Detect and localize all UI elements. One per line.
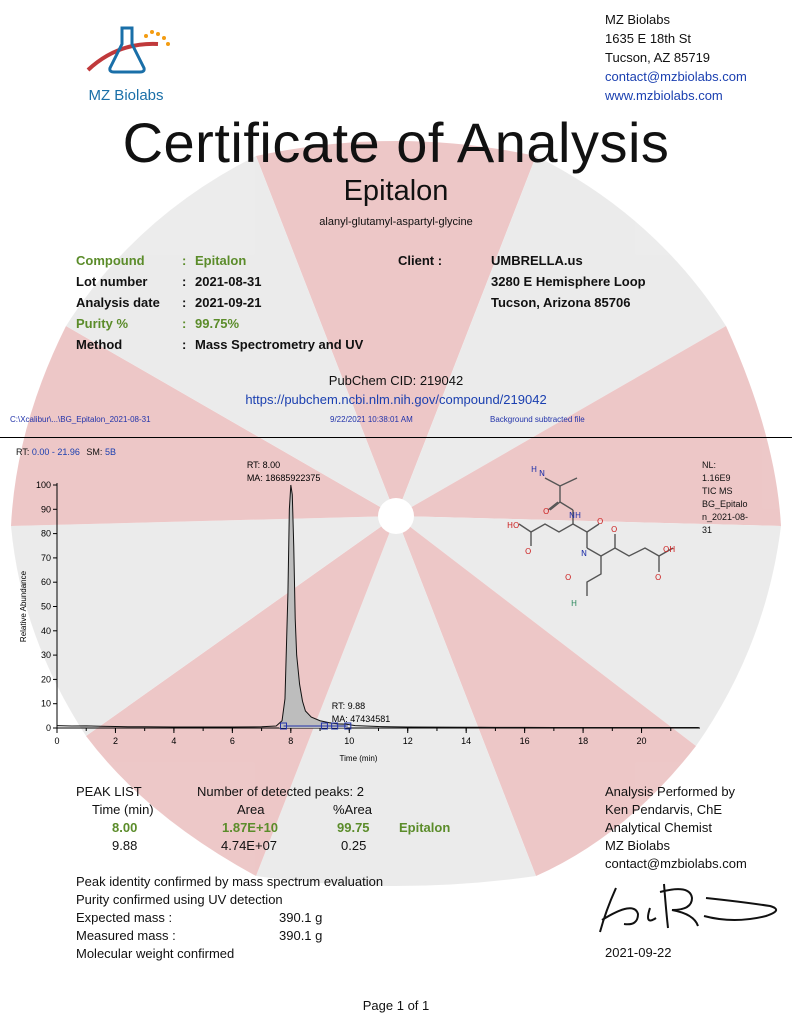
y-tick-label: 60 — [40, 577, 51, 588]
analyst-title: Analytical Chemist — [605, 820, 712, 835]
y-tick-label: 10 — [40, 698, 51, 709]
row1-pct: 99.75 — [337, 820, 370, 835]
y-tick-label: 50 — [40, 601, 51, 612]
x-tick-label: 10 — [344, 736, 355, 746]
logo-text: MZ Biolabs — [88, 87, 164, 104]
nl-line: NL: — [702, 460, 717, 470]
header-area: Area — [237, 802, 265, 817]
file-note: Background subtracted file — [490, 415, 585, 424]
peak-count: Number of detected peaks: 2 — [197, 784, 364, 799]
x-tick-label: 2 — [112, 736, 118, 746]
measured-value: 390.1 g — [279, 928, 323, 943]
company-logo — [78, 22, 178, 104]
compound-value: Epitalon — [195, 253, 247, 268]
x-tick-label: 12 — [402, 736, 413, 746]
compound-label: Compound — [76, 253, 145, 268]
rt-label: RT: — [16, 447, 30, 457]
flask-logo-icon — [78, 22, 178, 82]
signoff-block — [605, 783, 747, 873]
purity-value: 99.75% — [195, 316, 240, 331]
h-label: H — [575, 511, 582, 520]
n-label: N — [569, 511, 575, 520]
y-tick-label: 20 — [40, 674, 51, 685]
expected-label: Expected mass : — [76, 910, 173, 925]
purity-label: Purity % — [76, 316, 129, 331]
date-value: 2021-09-21 — [195, 295, 262, 310]
lot-value: 2021-08-31 — [195, 274, 262, 289]
signature-image — [594, 880, 784, 940]
sep: : — [182, 295, 187, 310]
x-tick-label: 4 — [171, 736, 177, 746]
client-name: UMBRELLA.us — [491, 253, 583, 268]
note-line: Peak identity confirmed by mass spectrum evaluation — [76, 874, 384, 889]
y-tick-label: 90 — [40, 504, 51, 515]
o-label: O — [543, 507, 550, 516]
peak-list-title: PEAK LIST — [76, 784, 142, 799]
file-datetime: 9/22/2021 10:38:01 AM — [330, 415, 413, 424]
divider — [0, 437, 792, 438]
pubchem-link[interactable]: https://pubchem.ncbi.nlm.nih.gov/compound/219042 — [245, 392, 547, 407]
company-name: MZ Biolabs — [605, 12, 671, 27]
ho-label: HO — [507, 521, 520, 530]
o-label: O — [597, 517, 604, 526]
lot-label: Lot number — [76, 274, 148, 289]
company-website-link[interactable]: www.mzbiolabs.com — [605, 88, 723, 103]
o-label: O — [565, 573, 572, 582]
molecule-structure-diagram — [495, 462, 695, 612]
h-label: H — [531, 465, 538, 474]
company-address — [605, 10, 747, 105]
x-tick-label: 0 — [54, 736, 60, 746]
row2-pct: 0.25 — [341, 838, 367, 853]
method-label: Method — [76, 337, 123, 352]
peak-1-ma-label: MA: 18685922375 — [246, 473, 321, 483]
row1-area: 1.87E+10 — [222, 820, 279, 835]
note-line: Molecular weight confirmed — [76, 946, 235, 961]
y-tick-label: 0 — [45, 723, 51, 733]
row2-time: 9.88 — [112, 838, 138, 853]
compound-subtitle: alanyl-glutamyl-aspartyl-glycine — [319, 216, 473, 228]
sm-value: 5B — [104, 447, 116, 457]
rt-range-value: 0.00 - 21.96 — [31, 447, 80, 457]
client-block — [491, 250, 646, 313]
sep: : — [182, 274, 187, 289]
sep: : — [182, 253, 187, 268]
nl-info — [702, 459, 748, 537]
x-tick-label: 14 — [461, 736, 472, 746]
x-tick-label: 6 — [229, 736, 235, 746]
file-path: C:\Xcalibur\...\BG_Epitalon_2021-08-31 — [10, 415, 151, 424]
client-city: Tucson, Arizona 85706 — [491, 295, 631, 310]
header-time: Time (min) — [92, 802, 154, 817]
nl-line: TIC MS — [702, 486, 733, 496]
company-street: 1635 E 18th St — [605, 31, 692, 46]
o-label: O — [655, 573, 662, 582]
nl-line: BG_Epitalo — [702, 499, 748, 509]
y-axis-label: Relative Abundance — [19, 570, 28, 643]
nl-line: 1.16E9 — [702, 473, 731, 483]
page-number: Page 1 of 1 — [362, 998, 430, 1013]
h-label: H — [571, 599, 578, 608]
analyst-company: MZ Biolabs — [605, 838, 671, 853]
peak-2-rt-label: RT: 9.88 — [331, 700, 366, 711]
page-title: Certificate of Analysis — [122, 111, 670, 174]
y-tick-label: 40 — [40, 625, 51, 636]
expected-value: 390.1 g — [279, 910, 323, 925]
o-label: O — [611, 525, 618, 534]
signoff-line: Analysis Performed by — [605, 784, 736, 799]
y-tick-label: 100 — [35, 480, 51, 490]
peak-1-rt-label: RT: 8.00 — [246, 460, 281, 470]
nl-line: n_2021-08- — [702, 512, 749, 522]
n-label: N — [581, 549, 587, 558]
row1-time: 8.00 — [112, 820, 138, 835]
y-tick-label: 80 — [40, 528, 51, 539]
n-label: N — [539, 469, 545, 478]
client-label: Client : — [398, 253, 443, 268]
analyst-name: Ken Pendarvis, ChE — [605, 802, 723, 817]
x-tick-label: 18 — [578, 736, 589, 746]
x-tick-label: 16 — [519, 736, 530, 746]
client-street: 3280 E Hemisphere Loop — [491, 274, 646, 289]
pubchem-cid: PubChem CID: 219042 — [328, 373, 464, 388]
sep: : — [182, 316, 187, 331]
signoff-date: 2021-09-22 — [605, 945, 672, 960]
x-tick-label: 20 — [636, 736, 647, 746]
note-line: Purity confirmed using UV detection — [76, 892, 283, 907]
y-tick-label: 30 — [40, 650, 51, 661]
notes-block — [76, 873, 436, 963]
y-tick-label: 70 — [40, 552, 51, 563]
date-label: Analysis date — [76, 295, 160, 310]
x-tick-label: 8 — [288, 736, 294, 746]
pubchem-block — [0, 371, 792, 409]
row2-area: 4.74E+07 — [221, 838, 278, 853]
oh-label: OH — [663, 545, 676, 554]
x-axis-label: Time (min) — [339, 754, 378, 763]
details-block — [76, 250, 396, 355]
company-email-link[interactable]: contact@mzbiolabs.com — [605, 69, 747, 84]
o-label: O — [525, 547, 532, 556]
peak-2-ma-label: MA: 47434581 — [331, 713, 391, 724]
sep: : — [182, 337, 187, 352]
nl-line: 31 — [702, 525, 713, 535]
sm-label: SM: — [86, 447, 103, 457]
measured-label: Measured mass : — [76, 928, 176, 943]
analyst-email: contact@mzbiolabs.com — [605, 856, 747, 871]
compound-heading: Epitalon — [343, 175, 449, 207]
company-city: Tucson, AZ 85719 — [605, 50, 711, 65]
header-pct: %Area — [333, 802, 373, 817]
method-value: Mass Spectrometry and UV — [195, 337, 364, 352]
row1-name: Epitalon — [399, 820, 451, 835]
